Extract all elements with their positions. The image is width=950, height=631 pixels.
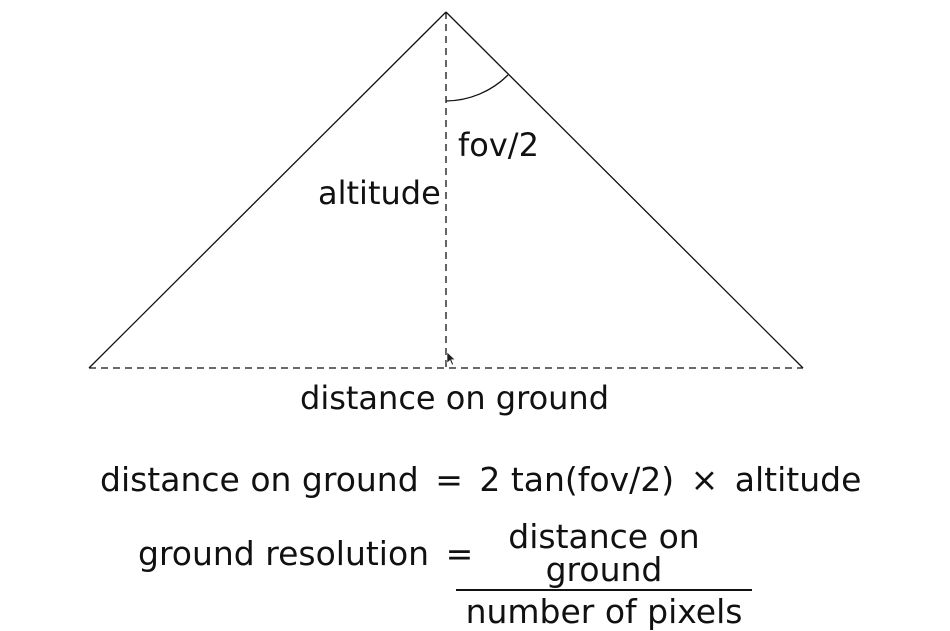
altitude-label: altitude (318, 174, 441, 212)
fov-half-label: fov/2 (458, 126, 539, 164)
distance-formula (100, 460, 862, 499)
distance-formula-times: × (690, 460, 719, 499)
resolution-formula-lhs: ground resolution (138, 534, 430, 573)
distance-formula-rhs: altitude (734, 460, 862, 499)
resolution-formula-equals: = (445, 534, 474, 573)
distance-formula-factor: 2 (479, 460, 501, 499)
ground-distance-label: distance on ground (300, 379, 610, 417)
distance-formula-equals: = (435, 460, 463, 499)
distance-formula-tan: tan(fov/2) (510, 460, 675, 499)
resolution-numerator: distance on ground (508, 517, 700, 589)
half-fov-angle-arc (446, 75, 508, 101)
resolution-fraction (456, 517, 752, 631)
resolution-formula-lhs-group (138, 534, 479, 573)
triangle-right-edge (446, 12, 803, 368)
resolution-denominator: number of pixels (465, 592, 743, 631)
distance-formula-lhs: distance on ground (100, 460, 419, 499)
mouse-cursor-icon (447, 352, 455, 365)
